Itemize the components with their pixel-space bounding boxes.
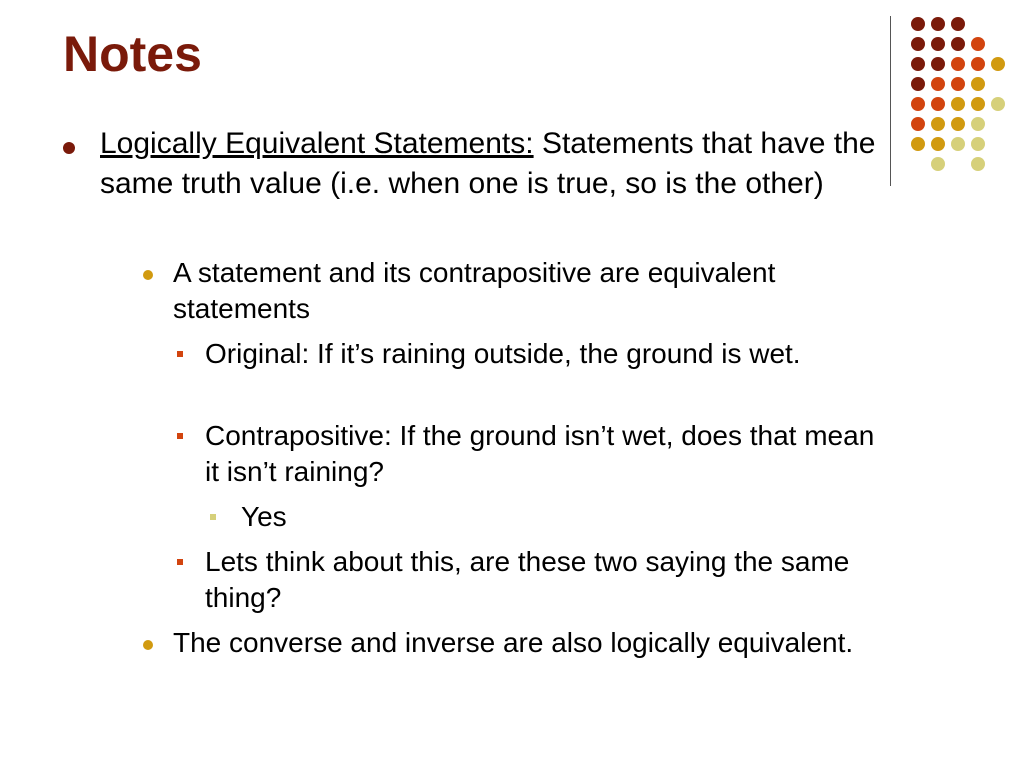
definition-logically-equivalent: Statements that have the same truth value (i.e. when one is true, so is the other) (100, 127, 876, 200)
dot (971, 77, 985, 91)
bullet-logically-equivalent (100, 124, 890, 204)
title-divider-line (890, 16, 891, 186)
bullet-contrapositive-equivalent: A statement and its contrapositive are equivalent statements (173, 257, 776, 324)
dot (951, 137, 965, 151)
bullet-level4-icon (210, 514, 216, 520)
bullet-think-about-this: Lets think about this, are these two saying the same thing? (205, 546, 850, 613)
dot (911, 37, 925, 51)
bullet-level2-icon (143, 640, 153, 650)
dot (931, 157, 945, 171)
dot (931, 77, 945, 91)
bullet-level3-icon (177, 559, 183, 565)
dot (991, 97, 1005, 111)
bullet-level3-icon (177, 433, 183, 439)
dot (911, 117, 925, 131)
dot (951, 97, 965, 111)
bullet-level2-icon (143, 270, 153, 280)
dot (951, 77, 965, 91)
bullet-level1-icon (63, 142, 75, 154)
dot (971, 57, 985, 71)
dot (971, 37, 985, 51)
dot (951, 57, 965, 71)
dot (951, 117, 965, 131)
bullet-contrapositive-statement: Contrapositive: If the ground isn’t wet, does that mean it isn’t raining? (205, 420, 875, 487)
dot (931, 37, 945, 51)
slide-title: Notes (63, 26, 202, 82)
dot (931, 137, 945, 151)
bullet-converse-inverse: The converse and inverse are also logically equivalent. (173, 627, 854, 658)
dot (991, 57, 1005, 71)
term-logically-equivalent: Logically Equivalent Statements: (100, 127, 534, 160)
dot (911, 137, 925, 151)
dot (911, 97, 925, 111)
dot (971, 137, 985, 151)
dot (911, 77, 925, 91)
dot (951, 37, 965, 51)
bullet-level3-icon (177, 351, 183, 357)
bullet-original-statement: Original: If it’s raining outside, the ground is wet. (205, 338, 801, 369)
dot (931, 97, 945, 111)
dot (931, 17, 945, 31)
dot (911, 57, 925, 71)
dot (931, 117, 945, 131)
decorative-dot-grid (900, 14, 1020, 174)
bullet-yes: Yes (241, 501, 287, 532)
dot (951, 17, 965, 31)
dot (971, 97, 985, 111)
dot (931, 57, 945, 71)
dot (971, 117, 985, 131)
dot (911, 17, 925, 31)
dot (971, 157, 985, 171)
